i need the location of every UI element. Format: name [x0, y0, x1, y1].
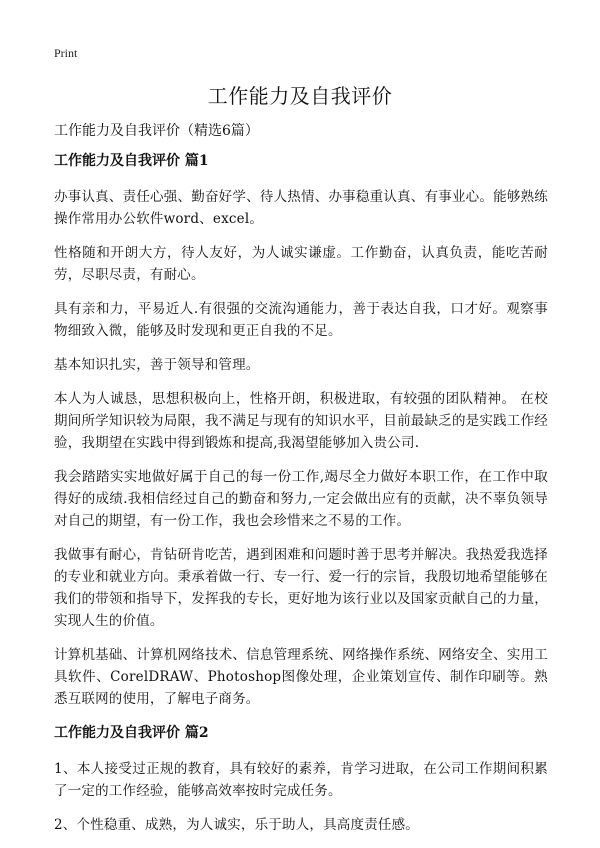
- paragraph: 本人为人诚恳，思想积极向上，性格开朗，积极进取，有较强的团队精神。 在校期间所学知识较为局限，我不满足与现有的知识水平，目前最缺乏的是实践工作经验，我期望在实践中得到锻炼和提高,我渴望能够加入贵公司.: [54, 391, 548, 451]
- paragraph: 具有亲和力，平易近人.有很强的交流沟通能力，善于表达自我，口才好。观察事物细致入微，能够及时发现和更正自我的不足。: [54, 301, 548, 339]
- section-heading: 工作能力及自我评价 篇2: [54, 725, 209, 741]
- paragraph: 基本知识扎实，善于领导和管理。: [54, 357, 260, 373]
- section-2: [54, 722, 548, 836]
- paragraph: 办事认真、责任心强、勤奋好学、待人热情、办事稳重认真、有事业心。能够熟练操作常用办公软件word、excel。: [54, 189, 548, 227]
- section-1: [54, 150, 548, 710]
- paragraph: 我做事有耐心，肯钻研肯吃苦，遇到困难和问题时善于思考并解决。我热爱我选择的专业和就业方向。秉承着做一行、专一行、爱一行的宗旨，我殷切地希望能够在我们的带领和指导下，发挥我的专长，更好地为该行业以及国家贡献自己的力量，实现人生的价值。: [54, 547, 548, 629]
- paragraph: 1、本人接受过正规的教育，具有较好的素养，肯学习进取，在公司工作期间积累了一定的工作经验，能够高效率按时完成任务。: [54, 761, 548, 799]
- paragraph: 我会踏踏实实地做好属于自己的每一份工作,竭尽全力做好本职工作，在工作中取得好的成绩.我相信经过自己的勤奋和努力,一定会做出应有的贡献，决不辜负领导对自己的期望，有一份工作，我也会珍惜来之不易的工作。: [54, 469, 548, 529]
- section-heading: 工作能力及自我评价 篇1: [54, 153, 209, 169]
- paragraph: 计算机基础、计算机网络技术、信息管理系统、网络操作系统、网络安全、实用工具软件、CorelDRAW、Photoshop图像处理，企业策划宣传、制作印刷等。熟悉互联网的使用，了解电子商务。: [54, 647, 548, 707]
- document-title: 工作能力及自我评价: [207, 84, 393, 108]
- print-link[interactable]: Print: [54, 46, 78, 60]
- paragraph: 2、个性稳重、成熟，为人诚实，乐于助人，具高度责任感。: [54, 817, 419, 833]
- document-body: [54, 150, 548, 848]
- document-subtitle: 工作能力及自我评价（精选6篇）: [54, 123, 259, 139]
- paragraph: 性格随和开朗大方，待人友好，为人诚实谦虚。工作勤奋，认真负责，能吃苦耐劳，尽职尽责，有耐心。: [54, 245, 548, 283]
